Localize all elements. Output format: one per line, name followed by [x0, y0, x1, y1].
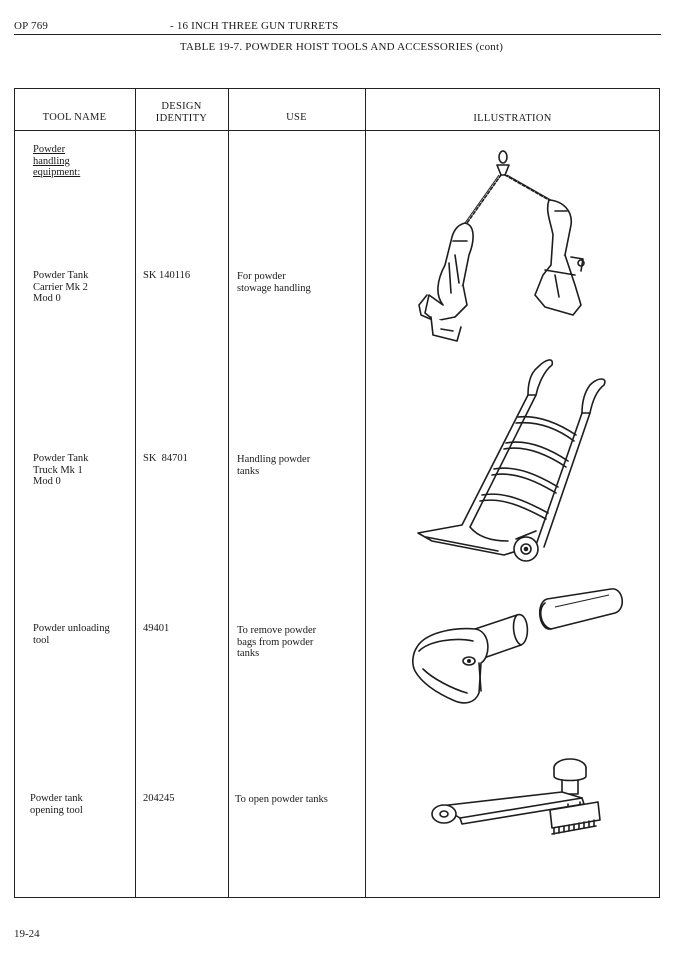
tool-name-cell [33, 270, 88, 305]
column-header-tool-name: TOOL NAME [42, 112, 107, 123]
table-title: TABLE 19-7. POWDER HOIST TOOLS AND ACCESSORIES (cont) [179, 41, 504, 53]
tool-name-cell [30, 793, 83, 816]
use-cell [237, 271, 311, 294]
column-divider-1 [135, 88, 136, 898]
tool-name-line: Powder tank [30, 793, 83, 804]
use-line: For powder [237, 271, 286, 282]
design-identity-cell: SK 84701 [143, 453, 188, 464]
use-line: To remove powder [237, 625, 317, 636]
use-cell [237, 454, 310, 477]
page-number: 19-24 [14, 928, 40, 940]
design-identity-cell: 49401 [143, 623, 170, 634]
section-heading-line: equipment: [33, 167, 81, 178]
tool-name-cell [33, 453, 88, 488]
design-identity-cell: SK 140116 [143, 270, 191, 281]
design-identity-cell: 204245 [143, 793, 175, 804]
tool-name-line: Powder Tank [33, 270, 89, 281]
tool-name-line: Mod 0 [33, 293, 61, 304]
use-line: tanks [237, 465, 260, 477]
column-header-illustration: ILLUSTRATION [473, 113, 552, 124]
powder-tank-truck-illustration [408, 355, 623, 580]
section-heading-line: Powder [33, 144, 66, 155]
use-cell [237, 625, 316, 660]
header-rule [14, 34, 661, 35]
use-line: Handling powder [237, 454, 311, 465]
header-row-rule [14, 130, 660, 131]
tool-name-line: Carrier Mk 2 [33, 281, 88, 293]
powder-tank-opening-tool-illustration [422, 748, 612, 848]
document-title: - 16 INCH THREE GUN TURRETS [170, 20, 339, 32]
use-line: bags from powder [237, 636, 314, 648]
section-heading-line: handling [33, 155, 70, 167]
tool-name-line: Mod 0 [33, 476, 61, 487]
document-number: OP 769 [14, 20, 49, 32]
column-divider-2 [228, 88, 229, 898]
tool-name-cell [33, 623, 110, 646]
tool-name-line: tool [33, 634, 50, 646]
column-header-design-identity [135, 101, 228, 125]
use-line: To open powder tanks [235, 794, 328, 805]
powder-unloading-tool-illustration [405, 585, 630, 715]
column-header-identity: IDENTITY [155, 113, 208, 124]
column-divider-3 [365, 88, 366, 898]
section-heading [33, 144, 80, 179]
use-cell [235, 794, 328, 806]
column-header-design: DESIGN [161, 101, 202, 112]
tool-name-line: Powder Tank [33, 453, 89, 464]
use-line: tanks [237, 648, 260, 659]
use-line: stowage handling [237, 282, 311, 294]
tool-name-line: Truck Mk 1 [33, 464, 83, 476]
powder-tank-carrier-illustration [405, 145, 615, 355]
column-header-use: USE [286, 112, 307, 123]
tool-name-line: Powder unloading [33, 623, 110, 634]
tool-name-line: opening tool [30, 804, 83, 816]
